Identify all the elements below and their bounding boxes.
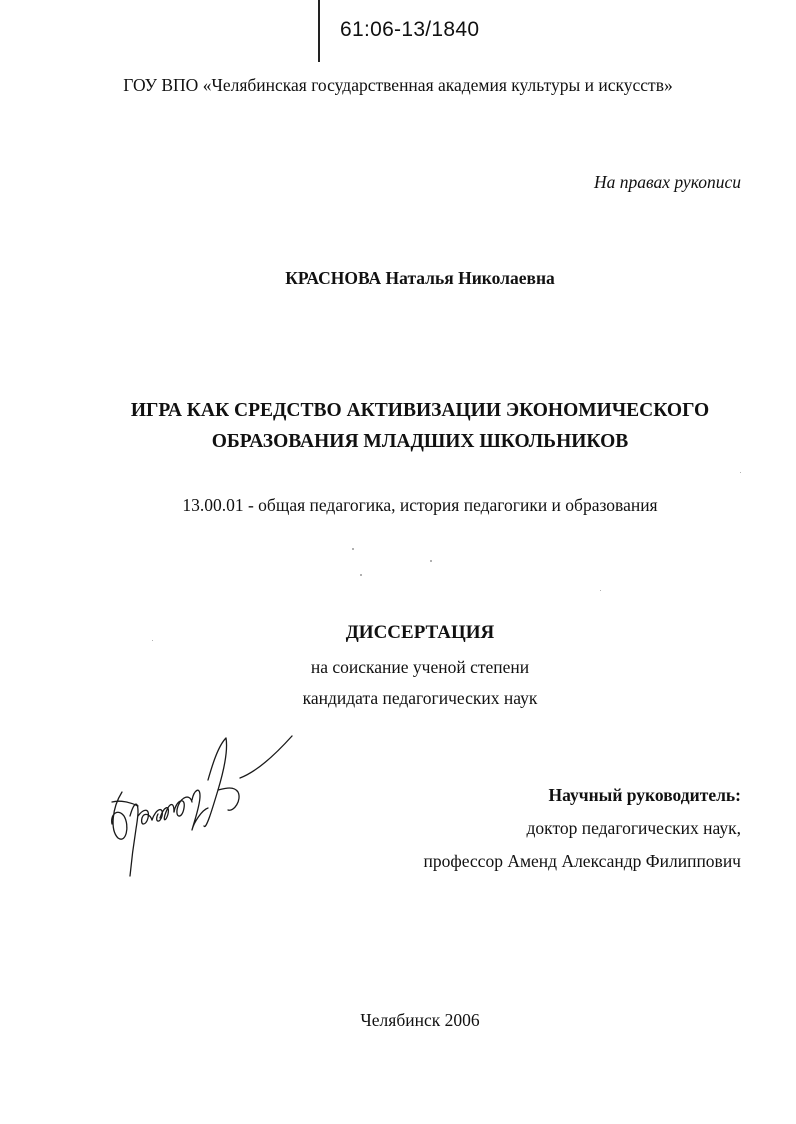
supervisor-name: профессор Аменд Александр Филиппович — [423, 851, 741, 871]
city-and-year: Челябинск 2006 — [360, 1010, 480, 1030]
handwritten-signature-icon — [108, 730, 298, 880]
supervisor-label: Научный руководитель: — [548, 785, 741, 805]
author-name: КРАСНОВА Наталья Николаевна — [285, 268, 555, 288]
specialty-code: 13.00.01 - общая педагогика, история педагогики и образования — [182, 495, 658, 515]
degree-line-2: кандидата педагогических наук — [302, 688, 538, 708]
thesis-title-line-1: ИГРА КАК СРЕДСТВО АКТИВИЗАЦИИ ЭКОНОМИЧЕСКОГО — [130, 400, 710, 421]
library-stamp-code: 61:06-13/1840 — [340, 18, 480, 41]
scan-speck — [740, 472, 741, 473]
scan-speck — [352, 548, 354, 550]
thesis-title — [0, 395, 796, 457]
supervisor-degree: доктор педагогических наук, — [526, 818, 741, 838]
manuscript-rights-note: На правах рукописи — [594, 172, 741, 192]
document-type: ДИССЕРТАЦИЯ — [345, 622, 495, 643]
degree-line-1: на соискание ученой степени — [310, 657, 530, 677]
scan-speck — [430, 560, 432, 562]
thesis-title-line-2: ОБРАЗОВАНИЯ МЛАДШИХ ШКОЛЬНИКОВ — [211, 431, 629, 452]
institution-name: ГОУ ВПО «Челябинская государственная академия культуры и искусств» — [123, 75, 673, 95]
scan-speck — [600, 590, 601, 591]
stamp-divider-line — [318, 0, 320, 62]
scan-speck — [360, 574, 362, 576]
scan-speck — [152, 640, 153, 641]
